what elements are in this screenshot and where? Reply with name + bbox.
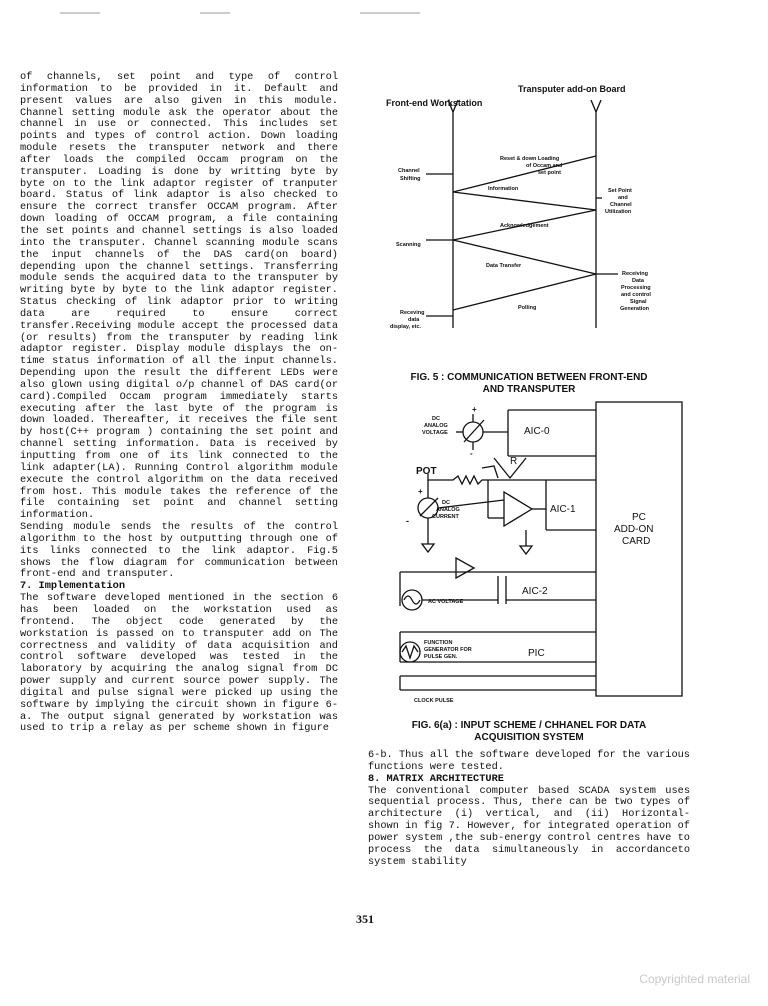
- copyright-watermark: Copyrighted material: [639, 972, 750, 986]
- fig5-set-point-4: Utilization: [605, 209, 632, 215]
- fig5-set-point-3: Channel: [610, 202, 632, 208]
- fig5-reset-3: set point: [538, 170, 561, 176]
- fig6-dc-voltage-3: VOLTAGE: [422, 430, 448, 436]
- fig5-receiving-6: Generation: [620, 306, 650, 312]
- fig6a-caption: FIG. 6(a) : INPUT SCHEME / CHHANEL FOR DATA ACQUISITION SYSTEM: [411, 720, 647, 743]
- fig6-pic: PIC: [528, 648, 545, 659]
- fig5-reset-2: of Occam and: [526, 163, 563, 169]
- fig6-dc-current-2: ANALOG: [436, 507, 460, 513]
- fig5-reset-1: Reset & down Loading: [500, 156, 560, 162]
- fig6-plus: +: [472, 405, 477, 414]
- fig6-aic1: AIC-1: [550, 504, 576, 515]
- fig6-aic2: AIC-2: [522, 586, 548, 597]
- fig5-set-point-2: and: [618, 195, 628, 201]
- fig5-caption: FIG. 5 : COMMUNICATION BETWEEN FRONT-END AND TRANSPUTER: [410, 372, 648, 395]
- fig6-ac-voltage: AC VOLTAGE: [428, 599, 464, 605]
- fig6-function-gen-2: GENERATOR FOR: [424, 647, 472, 653]
- scan-artifact: [360, 12, 420, 14]
- section-heading: 7. Implementation: [20, 580, 126, 593]
- fig6-pc-card-2: ADD-ON: [614, 524, 654, 535]
- fig6-pc-card-1: PC: [632, 512, 646, 523]
- fig6-pc-card-3: CARD: [622, 536, 651, 547]
- fig6-aic0: AIC-0: [524, 426, 550, 437]
- body-paragraph: 6-b. Thus all the software developed for the various functions were tested.: [368, 749, 690, 773]
- figure-6a-circuit: [398, 400, 698, 710]
- fig5-information: Information: [488, 186, 519, 192]
- fig5-set-point-1: Set Point: [608, 188, 632, 194]
- fig5-acknowledgement: Acknowledgement: [500, 223, 549, 229]
- fig5-polling: Polling: [518, 305, 537, 311]
- fig5-receving-2: data: [408, 317, 420, 323]
- left-column: [20, 72, 338, 735]
- fig5-receving-3: display, etc.: [390, 324, 422, 330]
- body-paragraph: Sending module sends the results of the control algorithm to the host by outputting through one of its links connected to the link adaptor. Fig.5 shows the flow diagram for communication between front-end and transputer.: [20, 521, 338, 581]
- fig5-receiving-2: Data: [632, 278, 644, 284]
- fig6-clock-pulse: CLOCK PULSE: [414, 698, 454, 704]
- fig6-minus: -: [470, 449, 473, 458]
- fig6-r: R: [510, 456, 518, 467]
- fig5-receiving-1: Receiving: [622, 271, 648, 277]
- body-paragraph: of channels, set point and type of control information to be provided in it. Default and present values are also given in this module. Channel setting module ask the operator about the channel in use or connected. This includes set points and types of control action. Down loading module resets the transputer network and there after loads the compiled Occam program on the transputer. Loading is done by writting byte by byte on to the link adaptor register of tranputer board. Status of link adaptor is also checked to ensure the correct transfer OCCAM program. After down loading of OCCAM program, a file containing the set points and channel settings is also loaded into the transputer. Channel scanning module scans the input channels of the DAS card(on board) depending upon the channel settings. Transferring module sends the acquired data to the transputer by writing byte by byte to the link adaptor register. Status checking of link adaptor prior to writing data are required to ensure correct transfer.Receiving module accept the processed data (or results) from the transputer by reading link adaptor register. Display module displays the on-time status information of all the input channels. Depending upon the result the different LEDs were also glown using digital o/p channel of DAS card(or card).Compiled Occam program immediately starts executing after the last byte of the program is down loaded. Thereafter, it receives the file sent by host(C++ program ) containing the set point and channel setting information. Data is received by inputting from one of its link connected to the link adapter(LA). Running Control algorithm module execute the control algorithm on the data received from host. This module takes the reference of the file containing set point and channel setting information.: [20, 71, 338, 522]
- fig6-dc-voltage-1: DC: [432, 416, 440, 422]
- fig6-plus-2: +: [418, 487, 423, 496]
- body-paragraph: The conventional computer based SCADA system uses sequential process. Thus, there can be two types of architecture (i) vertical, and (ii) Horizontal- shown in fig 7. However, for integrated operation of power system ,the sub-energy control centres have to process the data simultaneously in accordanceto system stability: [368, 784, 690, 868]
- figure-5-diagram: [368, 80, 668, 360]
- page-number: 351: [356, 912, 374, 926]
- fig6-pot: POT: [416, 466, 437, 477]
- fig6-dc-voltage-2: ANALOG: [424, 423, 448, 429]
- fig5-receving-1: Receving: [400, 310, 425, 316]
- fig5-receiving-5: Signal: [630, 299, 647, 305]
- fig5-label-front-end: Front-end Workstation: [386, 98, 483, 108]
- fig5-data-transfer: Data Transfer: [486, 263, 522, 269]
- fig6-minus-2: -: [406, 516, 409, 526]
- scan-artifact: [60, 12, 100, 14]
- fig6-dc-current-1: DC: [442, 500, 450, 506]
- body-paragraph: The software developed mentioned in the section 6 has been loaded on the workstation used as frontend. The object code generated by the workstation is passed on to transputer add on The correctness and validity of data acquisition and control software developed was tested in the laboratory by acquiring the analog signal from DC power supply and current source power supply. The digital and pulse signal were picked up using the software by implying the circuit shown in figure 6-a. The output signal generated by workstation was used to trip a relay as per scheme shown in figure: [20, 592, 338, 735]
- fig6-function-gen-3: PULSE GEN.: [424, 654, 458, 660]
- fig5-channel-shifting-1: Channel: [398, 168, 420, 174]
- fig5-scanning: Scanning: [396, 242, 421, 248]
- fig6-function-gen-1: FUNCTION: [424, 640, 453, 646]
- section-heading: 8. MATRIX ARCHITECTURE: [368, 772, 504, 785]
- scan-artifact: [200, 12, 230, 14]
- fig5-label-transputer-board: Transputer add-on Board: [518, 84, 626, 94]
- fig5-receiving-3: Processing: [621, 285, 651, 291]
- fig5-receiving-4: and control: [621, 292, 651, 298]
- fig5-channel-shifting-2: Shifting: [400, 176, 421, 182]
- right-column-text: [368, 750, 690, 868]
- fig6-dc-current-3: CURRENT: [432, 514, 459, 520]
